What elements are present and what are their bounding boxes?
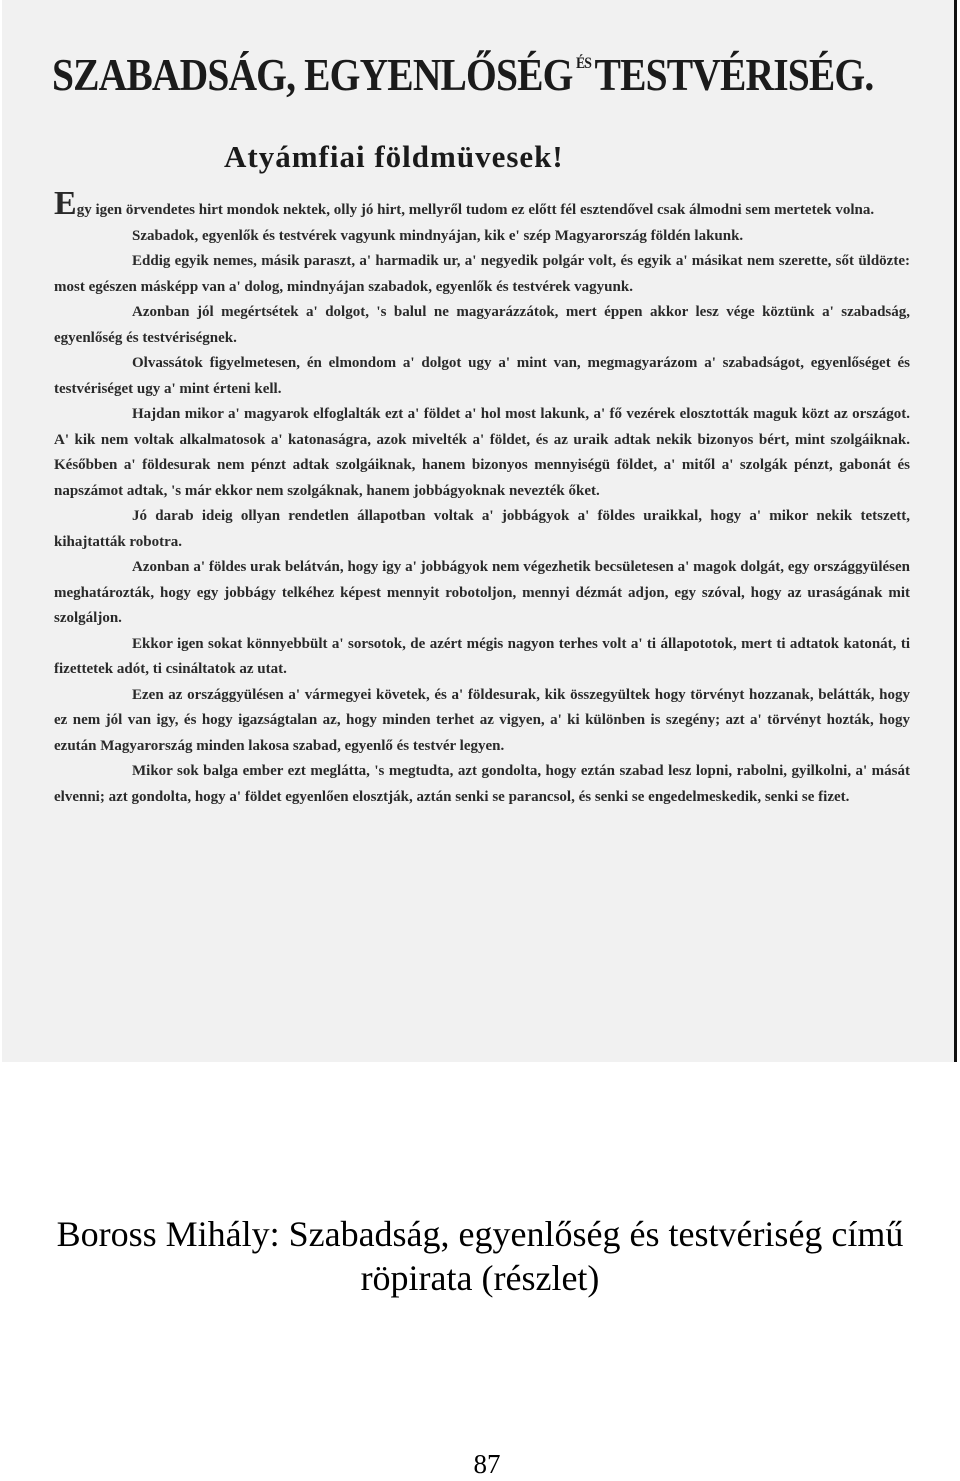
- pamphlet-paragraph: Egy igen örvendetes hirt mondok nektek, olly jó hirt, mellyről tudom ez előtt fél esztendővel csak álmodni sem mertetek volna.: [54, 185, 875, 222]
- figure-caption: [0, 1212, 960, 1300]
- pamphlet-subtitle: Atyámfiai földmüvesek!: [224, 139, 564, 174]
- figure-caption-line2: röpirata (részlet): [360, 1258, 600, 1298]
- pamphlet-paragraph: Jó darab ideig ollyan rendetlen állapotban voltak a' jobbágyok a' földes uraikkal, hogy a' mikor nekik tetszett, kihajtatták robotra.: [54, 508, 910, 550]
- pamphlet-paragraph: Olvassátok figyelmetesen, én elmondom a' dolgot ugy a' mint van, megmagyarázom a' szabadságot, egyenlőséget és testvériséget ugy a' mint érteni kell.: [54, 355, 910, 397]
- pamphlet-title: [52, 49, 874, 100]
- pamphlet-scan-image: [2, 0, 954, 1062]
- pamphlet-paragraph: Szabadok, egyenlők és testvérek vagyunk mindnyájan, kik e' szép Magyarország földén lakunk.: [132, 227, 744, 244]
- page-number: 87: [473, 1449, 501, 1479]
- pamphlet-paragraph: Mikor sok balga ember ezt meglátta, 's megtudta, azt gondolta, hogy eztán szabad lesz lopni, rabolni, gyilkolni, a' mását elvenni; azt gondolta, hogy a' földet egyenlően elosztják, aztán senki se parancsol, és senki se engedelmeskedik, senki se fizet.: [54, 763, 910, 805]
- pamphlet-dropcap: E: [54, 185, 77, 222]
- pamphlet-paragraph: Ezen az országgyülésen a' vármegyei követek, és a' földesurak, kik összegyültek hogy törvényt hozzanak, belátták, hogy ez nem jól van igy, és hogy igazságtalan az, hogy minden terhet az vigyen, a' ki különben is szegény; azt a' törvényt hozták, hogy ezután Magyarország minden lakosa szabad, egyenlő és testvér legyen.: [54, 686, 910, 754]
- pamphlet-paragraph: Eddig egyik nemes, másik paraszt, a' harmadik ur, a' negyedik polgár volt, és egyik a' másikat nem szerette, sőt üldözte: most egészen másképp van a' dolog, mindnyájan szabadok, egyenlők és testvérek vagyunk.: [54, 253, 910, 295]
- pamphlet-paragraph: Azonban jól megértsétek a' dolgot, 's balul ne magyarázzátok, mert éppen akkor lesz vége köztünk a' szabadság, egyenlőség és testvériségnek.: [54, 304, 910, 346]
- figure-caption-line1: Boross Mihály: Szabadság, egyenlőség és testvériség című: [56, 1214, 904, 1254]
- pamphlet-body: [54, 185, 910, 810]
- pamphlet-paragraph: Azonban a' földes urak belátván, hogy igy a' jobbágyok nem végezhetik becsületesen a' magok dolgát, egy országgyülésen meghatározták, hogy egy jobbágy telkéhez képest mennyit robotoljon, mennyi dézmát adjon, egy szóval, hogy az uraságának mit szolgáljon.: [54, 559, 910, 626]
- pamphlet-paragraph: Hajdan mikor a' magyarok elfoglalták ezt a' földet a' hol most lakunk, a' fő vezérek elosztották maguk közt az országot. A' kik nem voltak alkalmatosok a' katonaságra, azok mivelték a' földet, és az uraik adtak nekik bizonyos bért, mint szolgáiknak. Későbben a' földesurak nem pénzt adtak szolgáiknak, hanem bizonyos mennyiségü földet, a' mitől a' szolgák pénzt, gabonát és napszámot adtak, 's már ekkor nem szolgáknak, hanem jobbágyoknak nevezték őket.: [54, 406, 910, 499]
- scan-border-line: [954, 0, 957, 1062]
- pamphlet-title-es: ÉS: [575, 55, 592, 72]
- pamphlet-paragraph: Ekkor igen sokat könnyebbült a' sorsotok, de azért mégis nagyon terhes volt a' ti állapototok, mert ti adtatok katonát, ti fizettetek adót, ti csináltatok az utat.: [54, 635, 910, 677]
- pamphlet-title-part2: TESTVÉRISÉG.: [594, 49, 874, 100]
- pamphlet-title-part1: SZABADSÁG, EGYENLŐSÉG: [52, 49, 573, 100]
